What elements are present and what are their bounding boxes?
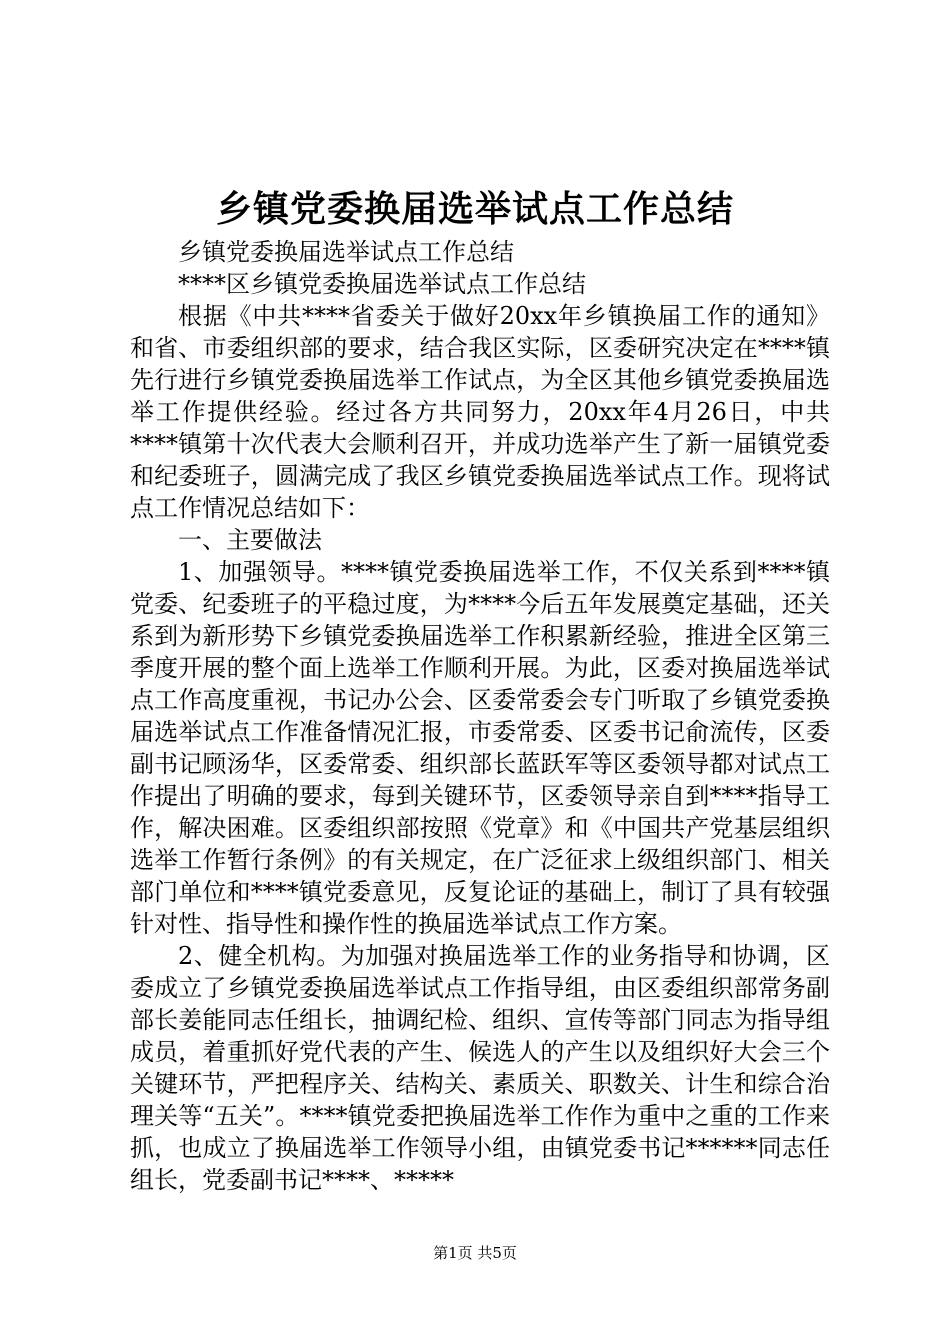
paragraph-subtitle: 乡镇党委换届选举试点工作总结 <box>178 238 514 266</box>
section-heading-main-methods: 一、主要做法 <box>178 526 322 554</box>
paragraph-strengthen-leadership: 1、加强领导。****镇党委换届选举工作，不仅关系到****镇党委、纪委班子的平稳过度，为****今后五年发展奠定基础，还关系到为新形势下乡镇党委换届选举工作积累新经验，推进全区第三季度开展的整个面上选举工作顺利开展。为此，区委对换届选举试点工作高度重视，书记办公会、区委常委会专门听取了乡镇党委换届选举试点工作准备情况汇报，市委常委、区委书记俞流传，区委副书记顾汤华，区委常委、组织部长蓝跃军等区委领导都对试点工作提出了明确的要求，每到关键环节，区委领导亲自到****指导工作，解决困难。区委组织部按照《党章》和《中国共产党基层组织选举工作暂行条例》的有关规定，在广泛征求上级组织部门、相关部门单位和****镇党委意见，反复论证的基础上，制订了具有较强针对性、指导性和操作性的换届选举试点工作方案。 <box>130 558 830 938</box>
paragraph-improve-organization: 2、健全机构。为加强对换届选举工作的业务指导和协调，区委成立了乡镇党委换届选举试点工作指导组，由区委组织部常务副部长姜能同志任组长，抽调纪检、组织、宣传等部门同志为指导组成员，着重抓好党代表的产生、候选人的产生以及组织好大会三个关键环节，严把程序关、结构关、素质关、职数关、计生和综合治理关等“五关”。****镇党委把换届选举工作作为重中之重的工作来抓，也成立了换届选举工作领导小组，由镇党委书记******同志任组长，党委副书记****、***** <box>130 942 830 1194</box>
page-number-footer: 第1页 共5页 <box>433 1244 517 1262</box>
document-body <box>130 236 830 1196</box>
document-title: 乡镇党委换届选举试点工作总结 <box>215 188 734 230</box>
paragraph-intro: 根据《中共****省委关于做好20xx年乡镇换届工作的通知》和省、市委组织部的要求，结合我区实际，区委研究决定在****镇先行进行乡镇党委换届选举工作试点，为全区其他乡镇党委换届选举工作提供经验。经过各方共同努力，20xx年4月26日，中共****镇第十次代表大会顺利召开，并成功选举产生了新一届镇党委和纪委班子，圆满完成了我区乡镇党委换届选举试点工作。现将试点工作情况总结如下： <box>130 302 830 522</box>
paragraph-heading: ****区乡镇党委换届选举试点工作总结 <box>178 270 586 298</box>
